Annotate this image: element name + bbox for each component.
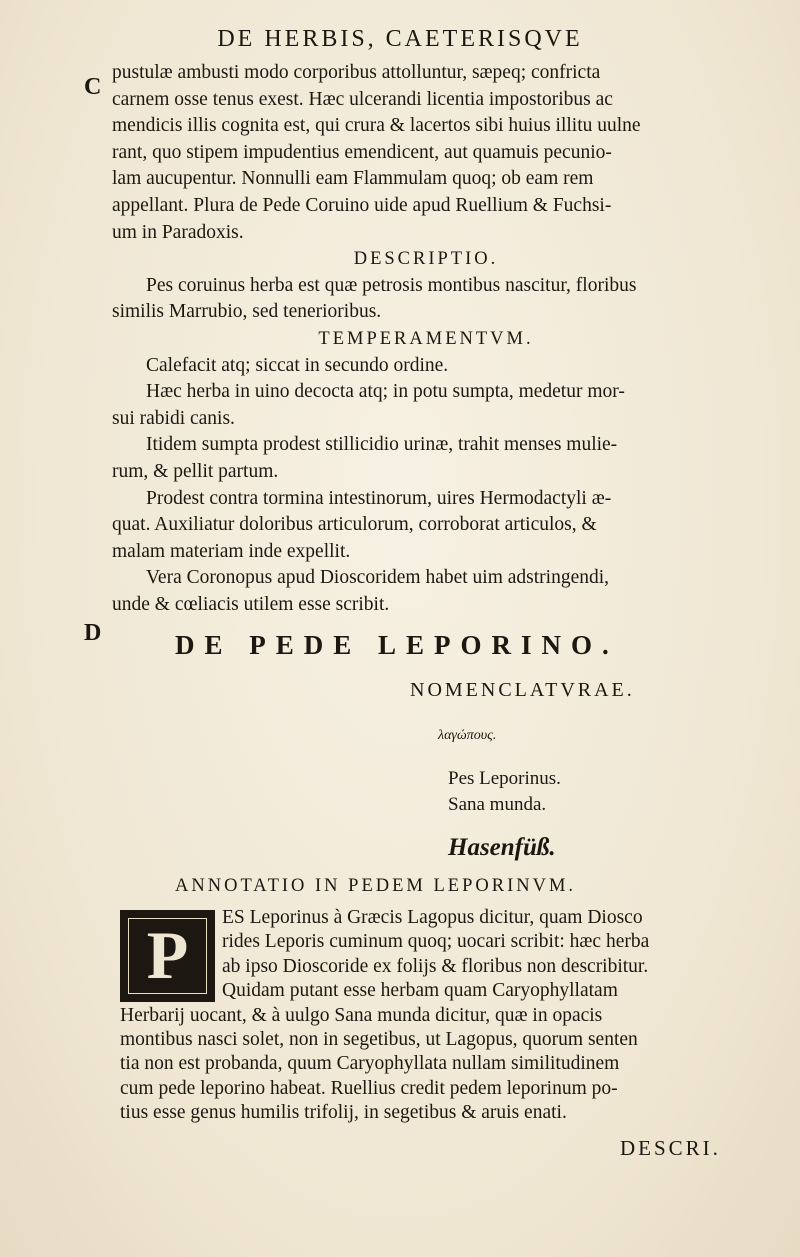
text-line: ES Leporinus à Græcis Lagopus dicitur, quam Diosco [222,907,643,928]
text-line: lam aucupentur. Nonnulli eam Flammulam quoq; ob eam rem [112,168,594,190]
text-line: pustulæ ambusti modo corporibus attolluntur, sæpeq; confricta [112,62,601,83]
german-name: Hasenfüß. [448,834,556,861]
greek-name: λαγώπους. [438,728,497,743]
text-line: sui rabidi canis. [112,407,235,429]
text-line: Vera Coronopus apud Dioscoridem habet uim adstringendi, [146,567,610,589]
descriptio-heading: DESCRIPTIO. [353,249,499,270]
margin-letter-d: D [84,620,102,646]
text-line: tius esse genus humilis trifolij, in segetibus & aruis enati. [120,1102,567,1124]
text-line: malam materiam inde expellit. [112,540,351,562]
annotation-text [120,906,740,1126]
running-head: DE HERBIS, CAETERISQVE [217,26,583,52]
text-line: Calefacit atq; siccat in secundo ordine. [146,354,449,376]
text-line: Hæc herba in uino decocta atq; in potu sumpta, medetur mor- [146,381,625,403]
text-line: appellant. Plura de Pede Coruino uide apud Ruellium & Fuchsi- [112,194,612,216]
text-line: similis Marrubio, sed tenerioribus. [112,301,382,323]
text-line: quat. Auxiliatur doloribus articulorum, corroborat articulos, & [112,514,597,536]
text-line: carnem osse tenus exest. Hæc ulcerandi licentia impostoribus ac [112,88,613,110]
text-line: Itidem sumpta prodest stillicidio urinæ, trahit menses mulie- [146,434,618,456]
text-line: Prodest contra tormina intestinorum, uires Hermodactyli æ- [146,487,612,509]
initial-letter: P [146,917,189,993]
text-line: rum, & pellit partum. [112,460,279,482]
text-line: montibus nasci solet, non in segetibus, ut Lagopus, quorum senten [120,1029,638,1051]
latin-name: Sana munda. [448,794,547,815]
text-line: unde & cœliacis utilem esse scribit. [112,593,390,615]
latin-name: Pes Leporinus. [448,768,561,789]
margin-letter-c: C [84,74,102,100]
virtue-paragraph [112,486,740,566]
virtue-paragraph [112,565,740,618]
catchword: DESCRI. [620,1136,721,1160]
chapter-title: DE PEDE LEPORINO. [175,630,619,660]
text-line: mendicis illis cognita est, qui crura & lacertos sibi huius illitu uulne [112,115,641,137]
temperamentum-heading: TEMPERAMENTVM. [318,328,534,349]
intro-paragraph [112,60,740,246]
descriptio-paragraph [112,273,740,326]
text-line: Pes coruinus herba est quæ petrosis montibus nascitur, floribus [146,274,637,296]
text-line: rides Leporis cuminum quoq; uocari scribit: hæc herba [222,931,650,953]
text-line: Quidam putant esse herbam quam Caryophyllatam [222,980,618,1002]
virtue-paragraph [112,379,740,432]
nomenclature-heading: NOMENCLATVRAE. [410,679,635,701]
annotation-first-lines [120,906,740,1004]
text-line: ab ipso Dioscoride ex folijs & floribus non describitur. [222,955,649,977]
annotation-heading: ANNOTATIO IN PEDEM LEPORINVM. [175,876,577,896]
text-line: rant, quo stipem impudentius emendicent, aut quamuis pecunio- [112,141,612,163]
text-line: tia non est probanda, quum Caryophyllata nullam similitudinem [120,1053,620,1075]
latin-names [448,766,561,818]
text-line: um in Paradoxis. [112,221,244,243]
section-one-text [112,60,740,618]
virtue-paragraph [112,432,740,485]
text-line: cum pede leporino habeat. Ruellius credit pedem leporinum po- [120,1077,618,1099]
text-line: Herbarij uocant, & à uulgo Sana munda dicitur, quæ in opacis [120,1004,603,1026]
